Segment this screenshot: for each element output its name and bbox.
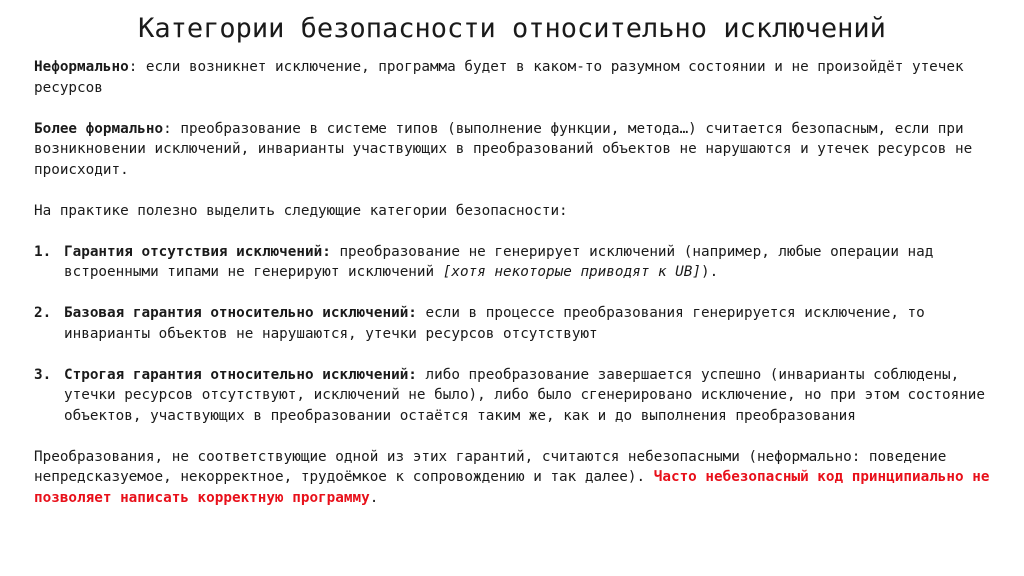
informal-label: Неформально [34,59,129,75]
list-item-note: [хотя некоторые приводят к UB] [442,264,701,280]
slide-body [34,57,990,508]
list-number: 2. [34,305,52,321]
list-item-body: либо преобразование завершается успешно (инварианты соблюдены, утечки ресурсов отсутствуют, исключений не было), либо было сгенерировано исключение, но при этом состояние объектов, участвующих в преобразовании остаётся таким же, как и до выполнения преобразования [64,366,985,424]
categories-intro: На практике полезно выделить следующие категории безопасности: [34,202,568,219]
list-item-body: если в процессе преобразования генерируется исключение, то инварианты объектов не нарушаются, утечки ресурсов отсутствуют [64,305,925,342]
list-item-body: преобразование не генерирует исключений (например, любые операции над встроенными типами не генерируют исключений [64,243,934,280]
formal-text: : преобразование в системе типов (выполнение функции, метода…) считается безопасным, если при возникновении исключений, инварианты участвующих в преобразований объектов не нарушаются и утечек ресурсов не происходит. [34,120,973,178]
formal-label: Более формально [34,120,164,137]
list-number: 3. [34,366,52,383]
conclusion-period: . [369,489,379,506]
list-item-no-throw [34,242,990,283]
list-item-text [64,242,990,283]
list-item-label: Строгая гарантия относительно исключений: [64,366,417,383]
list-item-label: Базовая гарантия относительно исключений: [64,305,417,321]
informal-text: : если возникнет исключение, программа будет в каком-то разумном состоянии и не произойдёт утечек ресурсов [34,59,964,96]
list-item-strong-guarantee [34,365,990,427]
list-item-text [64,303,990,344]
list-number: 1. [34,243,52,260]
list-item-basic-guarantee [34,303,990,344]
conclusion [34,447,990,509]
list-item-text [64,365,990,427]
slide-title: Категории безопасности относительно исключений [138,13,886,44]
conclusion-text: Преобразования, не соответствующие одной из этих гарантий, считаются небезопасными (неформально: поведение непредсказуемое, некорректное, трудоёмкое к сопровождению и так далее). [34,448,947,485]
conclusion-warning: Часто небезопасный код принципиально не позволяет написать корректную программу [34,469,990,506]
list-item-label: Гарантия отсутствия исключений: [64,243,331,260]
list-item-tail: ). [700,264,719,280]
formal-definition [34,119,990,181]
informal-definition [34,57,990,98]
